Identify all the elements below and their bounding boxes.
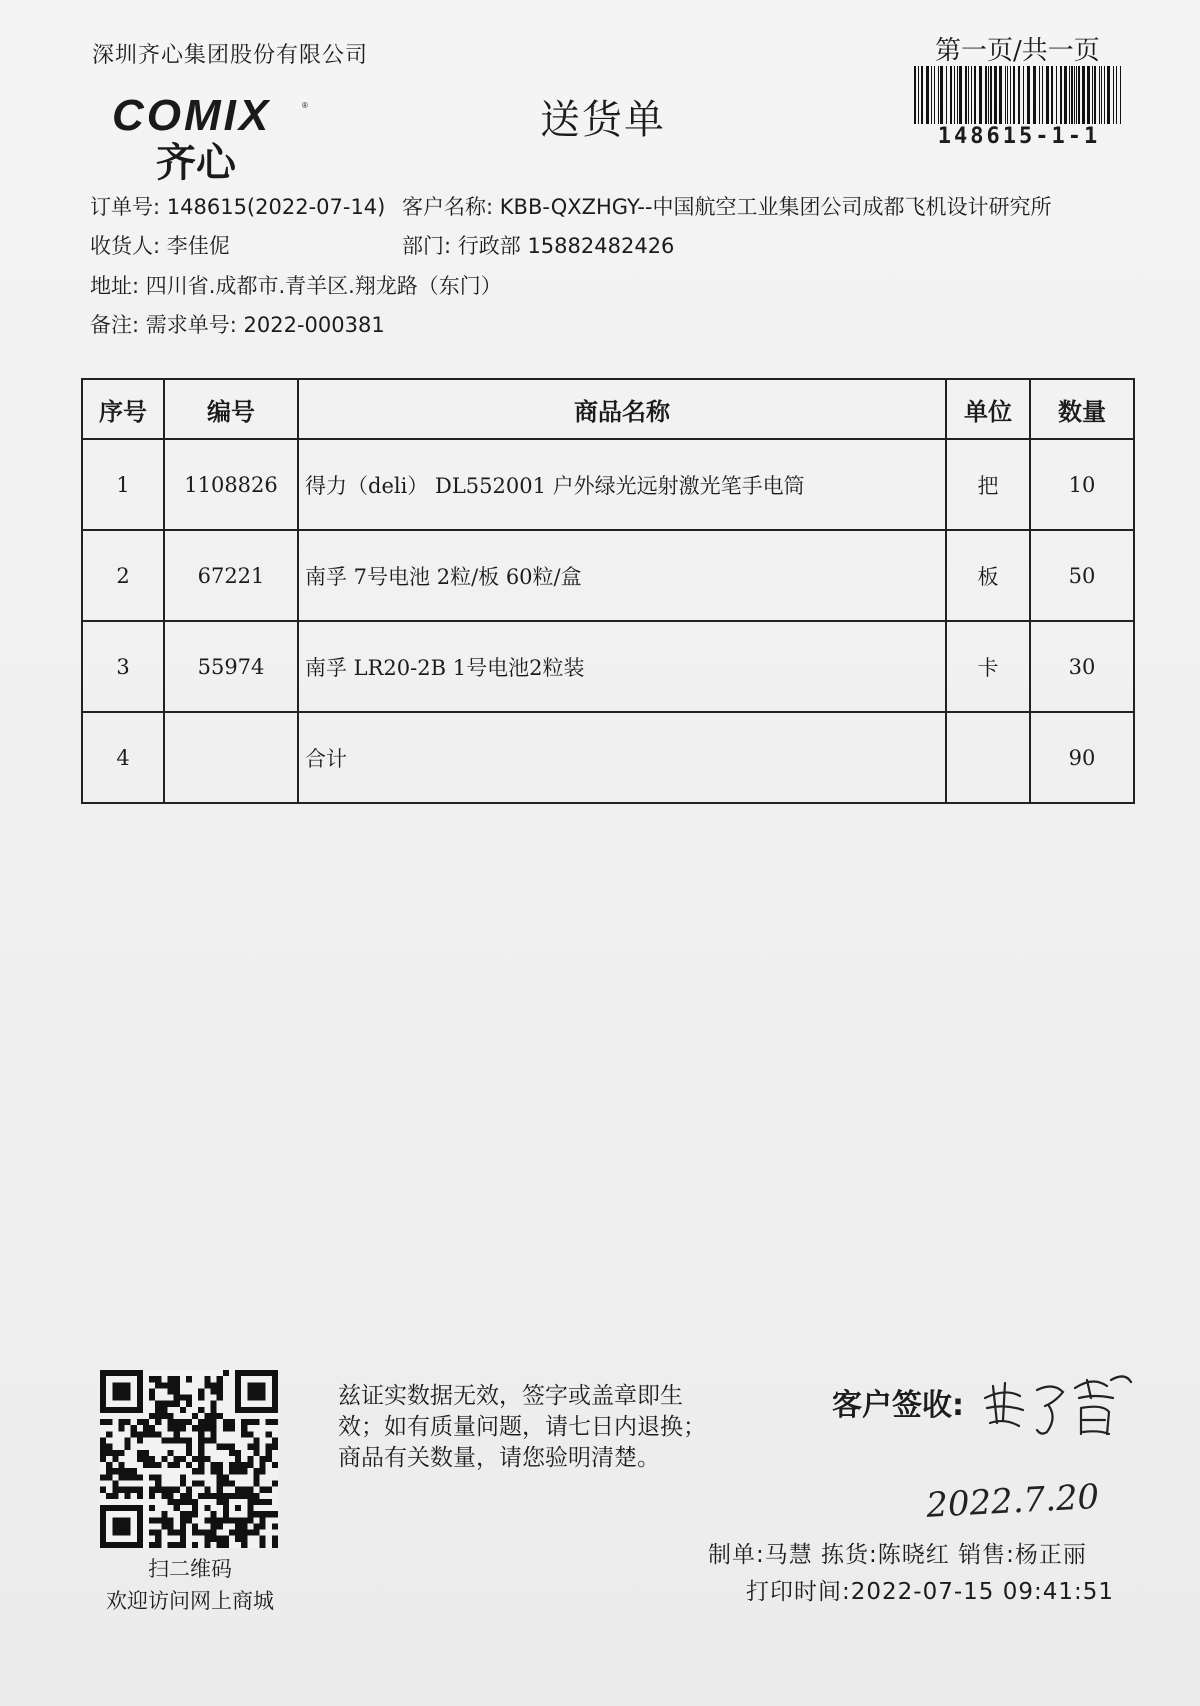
table-row (82, 439, 1134, 530)
staff-line: 制单:马慧 拣货:陈晓红 销售:杨正丽 (708, 1542, 1087, 1568)
table-header-row (82, 379, 1134, 439)
cell-code: 67221 (164, 530, 298, 621)
svg-text:®: ® (302, 101, 308, 110)
order-label: 订单号: (90, 195, 161, 219)
table-row (82, 530, 1134, 621)
qr-caption-scan: 扫二维码 (148, 1557, 232, 1581)
cell-total-label: 合计 (298, 712, 946, 803)
header-product-name: 商品名称 (298, 379, 946, 439)
header-quantity: 数量 (1030, 379, 1134, 439)
cell-unit: 卡 (946, 621, 1030, 712)
receiver-label: 收货人: (90, 234, 161, 258)
cell-unit: 把 (946, 439, 1030, 530)
cell-product-name: 得力（deli） DL552001 户外绿光远射激光笔手电筒 (298, 439, 946, 530)
order-value: 148615(2022-07-14) (166, 195, 386, 219)
cell-quantity: 50 (1030, 530, 1134, 621)
customer-sign-label: 客户签收: (832, 1388, 964, 1423)
receiver-row (90, 230, 230, 260)
department-value: 行政部 15882482426 (457, 234, 675, 258)
receiver-value: 李佳伲 (166, 234, 230, 258)
notice-text (338, 1381, 758, 1474)
address-row (90, 270, 502, 300)
customer-value: KBB-QXZHGY--中国航空工业集团公司成都飞机设计研究所 (499, 195, 1052, 219)
customer-label: 客户名称: (402, 195, 494, 219)
table-total-row (82, 712, 1134, 803)
cell-code: 55974 (164, 621, 298, 712)
customer-row (402, 191, 1052, 221)
cell-quantity: 30 (1030, 621, 1134, 712)
remark-label: 备注: (90, 313, 140, 337)
header-index: 序号 (82, 379, 164, 439)
qr-caption-shop: 欢迎访问网上商城 (106, 1589, 274, 1613)
notice-line: 兹证实数据无效，签字或盖章即生 (338, 1383, 683, 1409)
header-unit: 单位 (946, 379, 1030, 439)
page-indicator: 第一页/共一页 (935, 36, 1100, 66)
cell-unit (946, 712, 1030, 803)
cell-quantity: 10 (1030, 439, 1134, 530)
document-title: 送货单 (540, 97, 666, 143)
barcode-number: 148615-1-1 (937, 124, 1101, 149)
cell-index: 4 (82, 712, 164, 803)
cell-unit: 板 (946, 530, 1030, 621)
cell-index: 1 (82, 439, 164, 530)
qr-code[interactable] (100, 1370, 278, 1548)
cell-index: 3 (82, 621, 164, 712)
svg-text:COMIX: COMIX (112, 92, 272, 140)
address-value: 四川省.成都市.青羊区.翔龙路（东门） (145, 274, 502, 298)
order-number-row (90, 191, 385, 221)
print-time: 打印时间:2022-07-15 09:41:51 (746, 1579, 1115, 1605)
department-label: 部门: (402, 234, 452, 258)
customer-signature (975, 1368, 1135, 1448)
remark-value: 需求单号: 2022-000381 (145, 313, 385, 337)
svg-text:2022.7.20: 2022.7.20 (925, 1476, 1101, 1526)
cell-code: 1108826 (164, 439, 298, 530)
cell-total-quantity: 90 (1030, 712, 1134, 803)
barcode (912, 66, 1126, 124)
svg-text:齐心: 齐心 (156, 140, 236, 182)
signature-date (920, 1468, 1120, 1528)
department-row (402, 230, 674, 260)
notice-line: 效；如有质量问题，请七日内退换； (338, 1414, 706, 1440)
table-row (82, 621, 1134, 712)
address-label: 地址: (90, 274, 140, 298)
cell-product-name: 南孚 7号电池 2粒/板 60粒/盒 (298, 530, 946, 621)
items-table (81, 378, 1135, 804)
cell-index: 2 (82, 530, 164, 621)
notice-line: 商品有关数量，请您验明清楚。 (338, 1445, 660, 1471)
header-code: 编号 (164, 379, 298, 439)
comix-logo (112, 92, 352, 182)
company-name: 深圳齐心集团股份有限公司 (92, 43, 369, 68)
cell-code (164, 712, 298, 803)
remark-row (90, 309, 385, 339)
cell-product-name: 南孚 LR20-2B 1号电池2粒装 (298, 621, 946, 712)
